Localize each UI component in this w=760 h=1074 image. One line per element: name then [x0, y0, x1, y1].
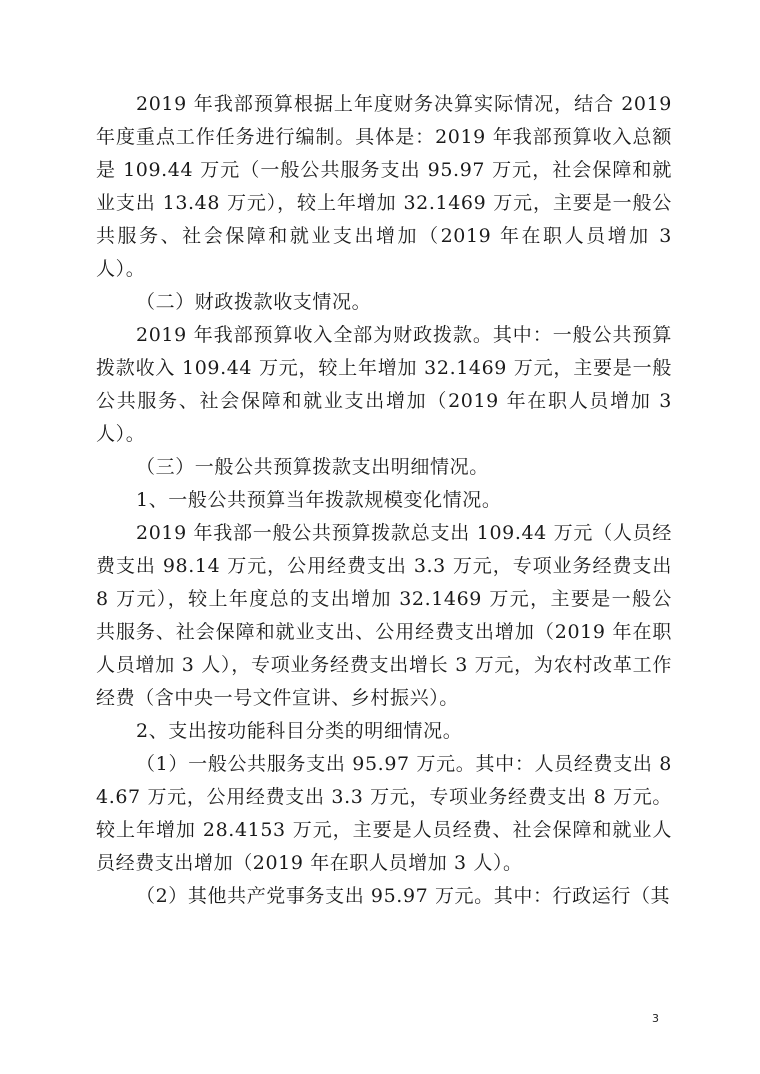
- page-number: 3: [652, 1012, 659, 1025]
- subheading-scale-change: 1、一般公共预算当年拨款规模变化情况。: [136, 489, 502, 511]
- paragraph-general-public-services: （1）一般公共服务支出 95.97 万元。其中：人员经费支出 84.67 万元，公用经费支出 3.3 万元，专项业务经费支出 8 万元。较上年增加 28.4153 万元，主要是人员经费、社会保障和就业人员经费支出增加（2019 年在职人员增加 3 人）。: [96, 753, 672, 874]
- paragraph-fiscal-appropriation: 2019 年我部预算收入全部为财政拨款。其中：一般公共预算拨款收入 109.44 万元，较上年增加 32.1469 万元，主要是一般公共服务、社会保障和就业支出增加（2019 年在职人员增加 3 人）。: [96, 324, 672, 445]
- subheading-functional-classification: 2、支出按功能科目分类的明细情况。: [136, 720, 463, 742]
- document-body: [96, 88, 672, 913]
- section-heading-general-budget-detail: （三）一般公共预算拨款支出明细情况。: [136, 456, 489, 478]
- paragraph-other-party-affairs: （2）其他共产党事务支出 95.97 万元。其中：行政运行（其: [136, 885, 671, 907]
- section-heading-fiscal-appropriation: （二）财政拨款收支情况。: [136, 291, 372, 313]
- paragraph-budget-overview: 2019 年我部预算根据上年度财务决算实际情况，结合 2019 年度重点工作任务进行编制。具体是：2019 年我部预算收入总额是 109.44 万元（一般公共服务支出 95.97 万元，社会保障和就业支出 13.48 万元），较上年增加 32.1469 万元，主要是一般公共服务、社会保障和就业支出增加（2019 年在职人员增加 3 人）。: [96, 93, 672, 280]
- paragraph-total-expenditure: 2019 年我部一般公共预算拨款总支出 109.44 万元（人员经费支出 98.14 万元，公用经费支出 3.3 万元，专项业务经费支出 8 万元），较上年度总的支出增加 32.1469 万元，主要是一般公共服务、社会保障和就业支出、公用经费支出增加（2019 年在职人员增加 3 人），专项业务经费支出增长 3 万元，为农村改革工作经费（含中央一号文件宣讲、乡村振兴）。: [96, 522, 672, 709]
